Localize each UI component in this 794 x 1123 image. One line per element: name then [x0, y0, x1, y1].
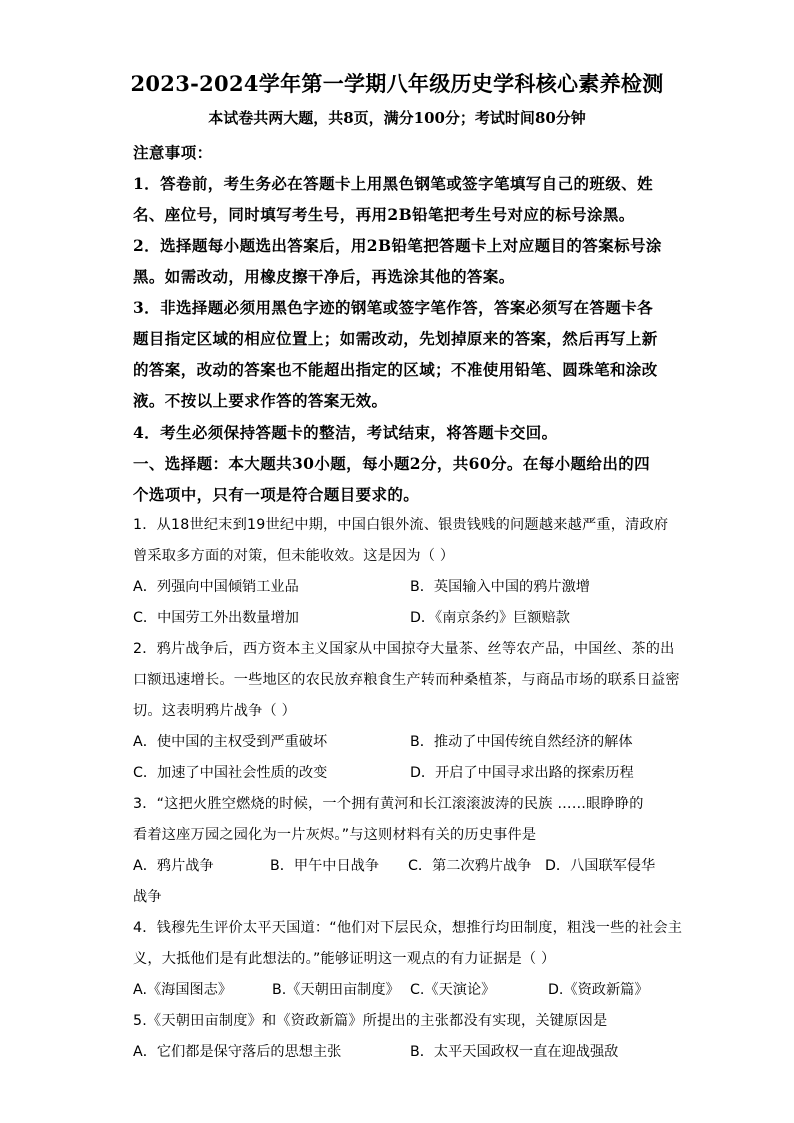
question-5-option-a: A．它们都是保守落后的思想主张 [133, 1044, 342, 1060]
notes-heading: 注意事项： [133, 143, 213, 162]
notes-line: 4．考生必须保持答题卡的整洁，考试结束，将答题卡交回。 [133, 423, 558, 442]
exam-subtitle: 本试卷共两大题，共8页，满分100分；考试时间80分钟 [208, 109, 586, 127]
notes-line: 名、座位号，同时填写考生号，再用2B铅笔把考生号对应的标号涂黑。 [133, 205, 635, 224]
question-1-text: 1．从18世纪末到19世纪中期，中国白银外流、银贵钱贱的问题越来越严重，清政府 [133, 517, 669, 533]
question-4-option-c: C.《天演论》 [410, 982, 496, 998]
question-1-option-d: D．《南京条约》巨额赔款 [410, 610, 570, 626]
section-heading: 一、选择题：本大题共30小题，每小题2分，共60分。在每小题给出的四 [133, 454, 651, 473]
question-3-text: 3．“这把火胜空燃烧的时候，一个拥有黄河和长江滚滚波涛的民族 ……眼睁睁的 [133, 796, 644, 812]
question-2-option-a: A．使中国的主权受到严重破坏 [133, 734, 328, 750]
question-1-option-b: B．英国输入中国的鸦片激增 [410, 579, 590, 595]
notes-line: 2．选择题每小题选出答案后，用2B铅笔把答题卡上对应题目的答案标号涂 [133, 236, 662, 255]
question-3-option-c: C．第二次鸦片战争 [408, 858, 532, 874]
question-5-text: 5.《天朝田亩制度》和《资政新篇》所提出的主张都没有实现，关键原因是 [133, 1013, 608, 1029]
question-2-option-b: B．推动了中国传统自然经济的解体 [410, 734, 633, 750]
question-4-option-d: D.《资政新篇》 [548, 982, 649, 998]
question-2-text: 2．鸦片战争后，西方资本主义国家从中国掠夺大量茶、丝等农产品，中国丝、茶的出 [133, 641, 675, 657]
question-3-option-b: B．甲午中日战争 [270, 858, 380, 874]
question-1-option-a: A．列强向中国倾销工业品 [133, 579, 299, 595]
question-3-option-d: D．八国联军侵华 [545, 858, 656, 874]
question-3-text: 看着这座万园之园化为一片灰烬。”与这则材料有关的历史事件是 [133, 827, 537, 843]
section-heading: 个选项中，只有一项是符合题目要求的。 [133, 485, 420, 504]
notes-line: 3．非选择题必须用黑色字迹的钢笔或签字笔作答，答案必须写在答题卡各 [133, 298, 653, 317]
question-2-text: 切。这表明鸦片战争（ ） [133, 703, 296, 719]
notes-line: 液。不按以上要求作答的答案无效。 [133, 391, 388, 410]
exam-title: 2023-2024学年第一学期八年级历史学科核心素养检测 [130, 71, 664, 96]
notes-line: 的答案，改动的答案也不能超出指定的区域；不准使用铅笔、圆珠笔和涂改 [133, 360, 658, 379]
notes-line: 题目指定区域的相应位置上；如需改动，先划掉原来的答案，然后再写上新 [133, 329, 658, 348]
notes-line: 1．答卷前，考生务必在答题卡上用黑色钢笔或签字笔填写自己的班级、姓 [133, 174, 653, 193]
question-3-option-a: A．鸦片战争 [133, 858, 214, 874]
question-2-option-c: C．加速了中国社会性质的改变 [133, 765, 328, 781]
question-1-option-c: C．中国劳工外出数量增加 [133, 610, 299, 626]
notes-line: 黑。如需改动，用橡皮擦干净后，再选涂其他的答案。 [133, 267, 515, 286]
question-4-option-b: B.《天朝田亩制度》 [272, 982, 400, 998]
question-3-option-d-wrap: 战争 [133, 889, 162, 905]
question-5-option-b: B．太平天国政权一直在迎战强敌 [410, 1044, 619, 1060]
question-2-option-d: D．开启了中国寻求出路的探索历程 [410, 765, 634, 781]
question-1-text: 曾采取多方面的对策，但未能收效。这是因为（ ） [133, 548, 455, 564]
question-4-option-a: A.《海国图志》 [133, 982, 233, 998]
question-2-text: 口额迅速增长。一些地区的农民放弃粮食生产转而种桑植茶，与商品市场的联系日益密 [133, 672, 680, 688]
question-4-text: 义，大抵他们是有此想法的。”能够证明这一观点的有力证据是（ ） [133, 951, 556, 967]
question-4-text: 4．钱穆先生评价太平天国道：“他们对下层民众，想推行均田制度，粗浅一些的社会主 [133, 920, 683, 936]
